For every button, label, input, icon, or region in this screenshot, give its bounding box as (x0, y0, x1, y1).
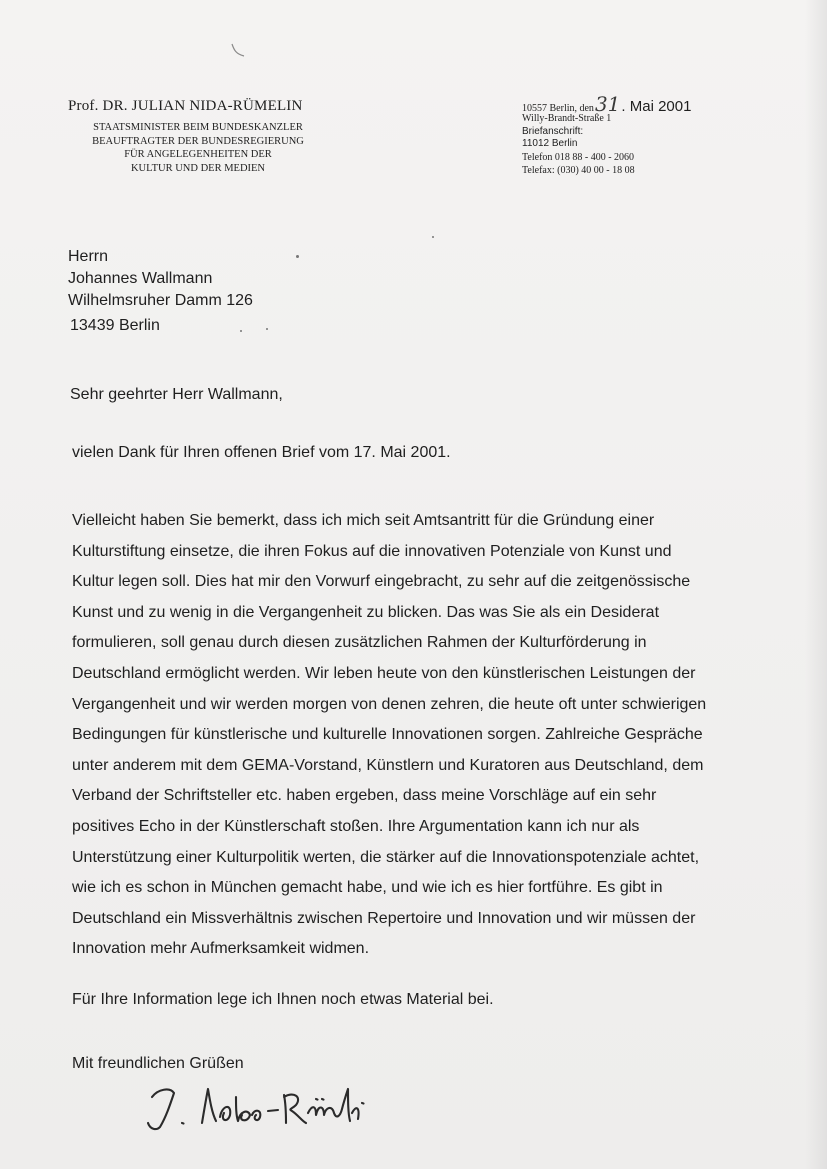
body-line: Vergangenheit und wir werden morgen von denen zehren, die heute oft unter schwierigen (72, 695, 707, 713)
body-line: formulieren, soll genau durch diesen zusätzlichen Rahmen der Kulturförderung in (72, 634, 647, 652)
letter-body (72, 506, 752, 965)
body-line: unter anderem mit dem GEMA-Vorstand, Künstlern und Kuratoren aus Deutschland, dem (72, 756, 704, 774)
sender-title-line: BEAUFTRAGTER DER BUNDESREGIERUNG (92, 135, 304, 147)
street-address: Willy-Brandt-Straße 1 (522, 113, 612, 124)
sender-title-line: KULTUR UND DER MEDIEN (130, 162, 266, 174)
body-line: Kultur legen soll. Dies hat mir den Vorwurf eingebracht, zu sehr auf die zeitgenössische (72, 573, 691, 591)
sender-address-block (522, 92, 822, 178)
intro-line: vielen Dank für Ihren offenen Brief vom 17. Mai 2001. (72, 444, 451, 461)
handwritten-signature (140, 1075, 390, 1135)
sender-letterhead (68, 98, 358, 175)
body-line: Bedingungen für künstlerische und kulturelle Innovationen sorgen. Zahlreiche Gespräche (72, 726, 703, 744)
sender-name: Prof. DR. JULIAN NIDA-RÜMELIN (68, 98, 303, 114)
body-line: positives Echo in der Künstlerschaft stoßen. Ihre Argumentation kann ich nur als (72, 817, 640, 835)
body-line: Deutschland ein Missverhältnis zwischen Repertoire und Innovation und wir müssen der (72, 909, 696, 927)
date-month-year: . Mai 2001 (621, 98, 692, 115)
phone-number: Telefon 018 88 - 400 - 2060 (522, 151, 635, 163)
body-line: Deutschland ermöglicht werden. Wir leben heute von den künstlerischen Leistungen der (72, 664, 696, 682)
sender-title-line: STAATSMINISTER BEIM BUNDESKANZLER (93, 122, 303, 133)
body-line: Verband der Schriftsteller etc. haben ergeben, dass meine Vorschläge auf ein sehr (72, 787, 657, 805)
recipient-city: 13439 Berlin (70, 317, 160, 334)
salutation: Sehr geehrter Herr Wallmann, (70, 386, 283, 403)
date-line (522, 92, 822, 116)
body-line: Vielleicht haben Sie bemerkt, dass ich mich seit Amtsantritt für die Gründung einer (72, 512, 655, 529)
recipient-line: Wilhelmsruher Damm 126 (68, 292, 253, 309)
body-line: wie ich es schon in München gemacht habe, und wie ich es hier fortführe. Es gibt in (72, 879, 663, 897)
date-day-handwritten: 31 (594, 92, 621, 116)
body-line: Unterstützung einer Kulturpolitik werten, die stärker auf die Innovationspotenziale achtet, (72, 848, 700, 866)
paper-mark-stroke (226, 40, 256, 70)
body-line: Innovation mehr Aufmerksamkeit widmen. (72, 940, 370, 958)
info-line: Für Ihre Information lege ich Ihnen noch etwas Material bei. (72, 991, 494, 1008)
body-line: Kunst und zu wenig in die Vergangenheit zu blicken. Das was Sie als ein Desiderat (72, 603, 660, 621)
date-prefix: 10557 Berlin, den (522, 103, 594, 114)
recipient-address (68, 246, 253, 312)
sender-title-line: FÜR ANGELEGENHEITEN DER (124, 149, 272, 160)
postal-address: 11012 Berlin (522, 138, 578, 149)
postal-label: Briefanschrift: (522, 125, 584, 137)
fax-number: Telefax: (030) 40 00 - 18 08 (522, 165, 635, 176)
recipient-line: Johannes Wallmann (68, 270, 213, 287)
recipient-line: Herrn (68, 248, 109, 265)
body-line: Kulturstiftung einsetze, die ihren Fokus auf die innovativen Potenziale von Kunst und (72, 542, 672, 560)
closing: Mit freundlichen Grüßen (72, 1055, 244, 1072)
